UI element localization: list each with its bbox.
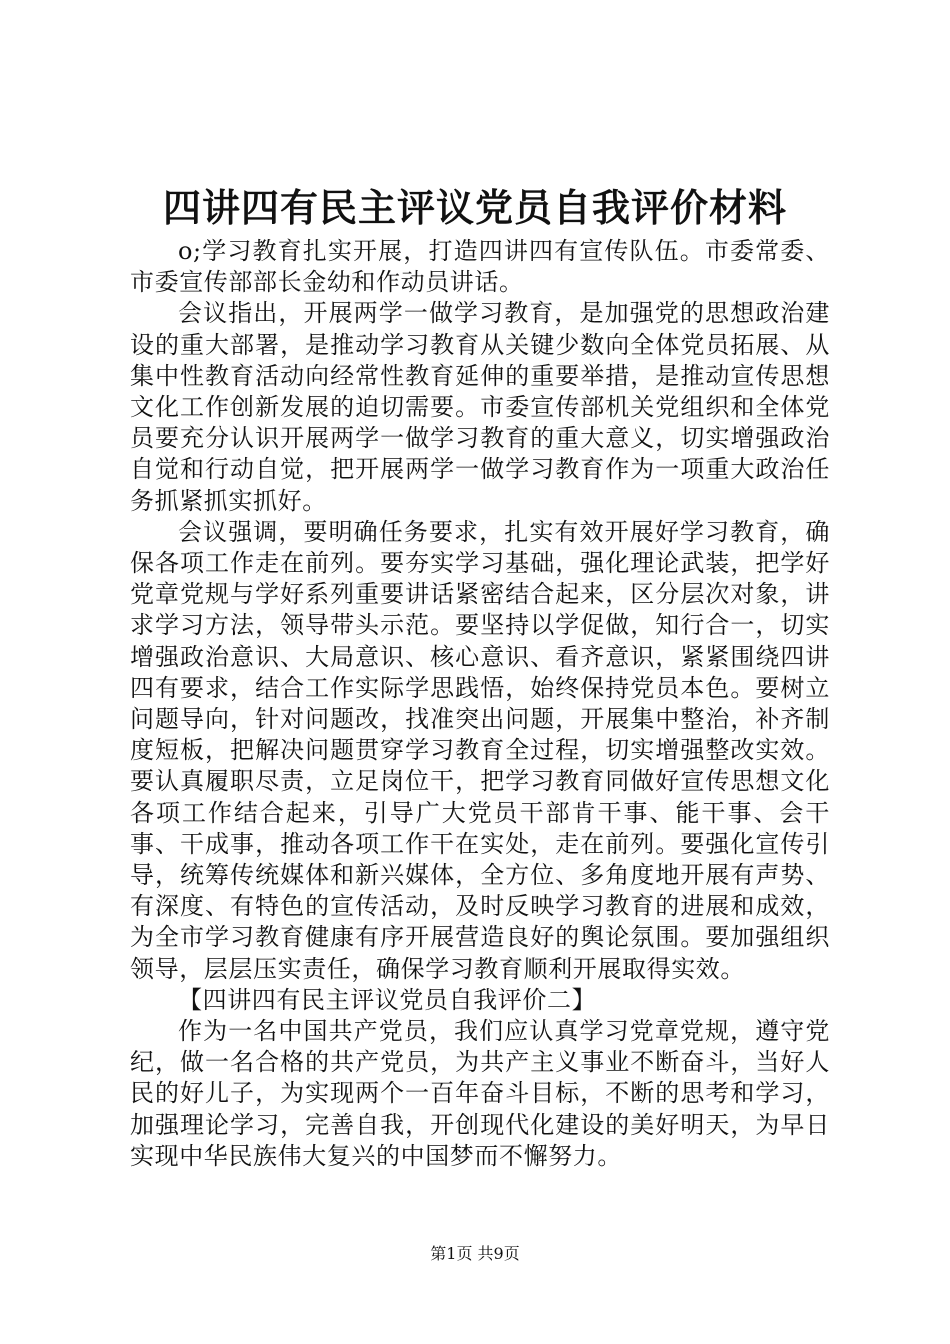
document-body [130,236,830,1172]
document-title: 四讲四有民主评议党员自我评价材料 [162,185,787,230]
paragraph: 作为一名中国共产党员，我们应认真学习党章党规，遵守党纪，做一名合格的共产党员，为共产主义事业不断奋斗，当好人民的好儿子，为实现两个一百年奋斗目标，不断的思考和学习，加强理论学习，完善自我，开创现代化建设的美好明天，为早日实现中华民族伟大复兴的中国梦而不懈努力。 [130,1017,830,1170]
paragraph: 会议指出，开展两学一做学习教育，是加强党的思想政治建设的重大部署，是推动学习教育从关键少数向全体党员拓展、从集中性教育活动向经常性教育延伸的重要举措，是推动宣传思想文化工作创新发展的迫切需要。市委宣传部机关党组织和全体党员要充分认识开展两学一做学习教育的重大意义，切实增强政治自觉和行动自觉，把开展两学一做学习教育作为一项重大政治任务抓紧抓实抓好。 [130,299,830,515]
paragraph: 会议强调，要明确任务要求，扎实有效开展好学习教育，确保各项工作走在前列。要夯实学习基础，强化理论武装，把学好党章党规与学好系列重要讲话紧密结合起来，区分层次对象，讲求学习方法，领导带头示范。要坚持以学促做，知行合一，切实增强政治意识、大局意识、核心意识、看齐意识，紧紧围绕四讲四有要求，结合工作实际学思践悟，始终保持党员本色。要树立问题导向，针对问题改，找准突出问题，开展集中整治，补齐制度短板，把解决问题贯穿学习教育全过程，切实增强整改实效。要认真履职尽责，立足岗位干，把学习教育同做好宣传思想文化各项工作结合起来，引导广大党员干部肯干事、能干事、会干事、干成事，推动各项工作干在实处，走在前列。要强化宣传引导，统筹传统媒体和新兴媒体，全方位、多角度地开展有声势、有深度、有特色的宣传活动，及时反映学习教育的进展和成效，为全市学习教育健康有序开展营造良好的舆论氛围。要加强组织领导，层层压实责任，确保学习教育顺利开展取得实效。 [130,517,830,983]
page-number: 第1页 共9页 [430,1244,520,1263]
paragraph: o;学习教育扎实开展，打造四讲四有宣传队伍。市委常委、市委宣传部部长金幼和作动员讲话。 [130,237,830,297]
section-heading: 【四讲四有民主评议党员自我评价二】 [178,985,597,1014]
